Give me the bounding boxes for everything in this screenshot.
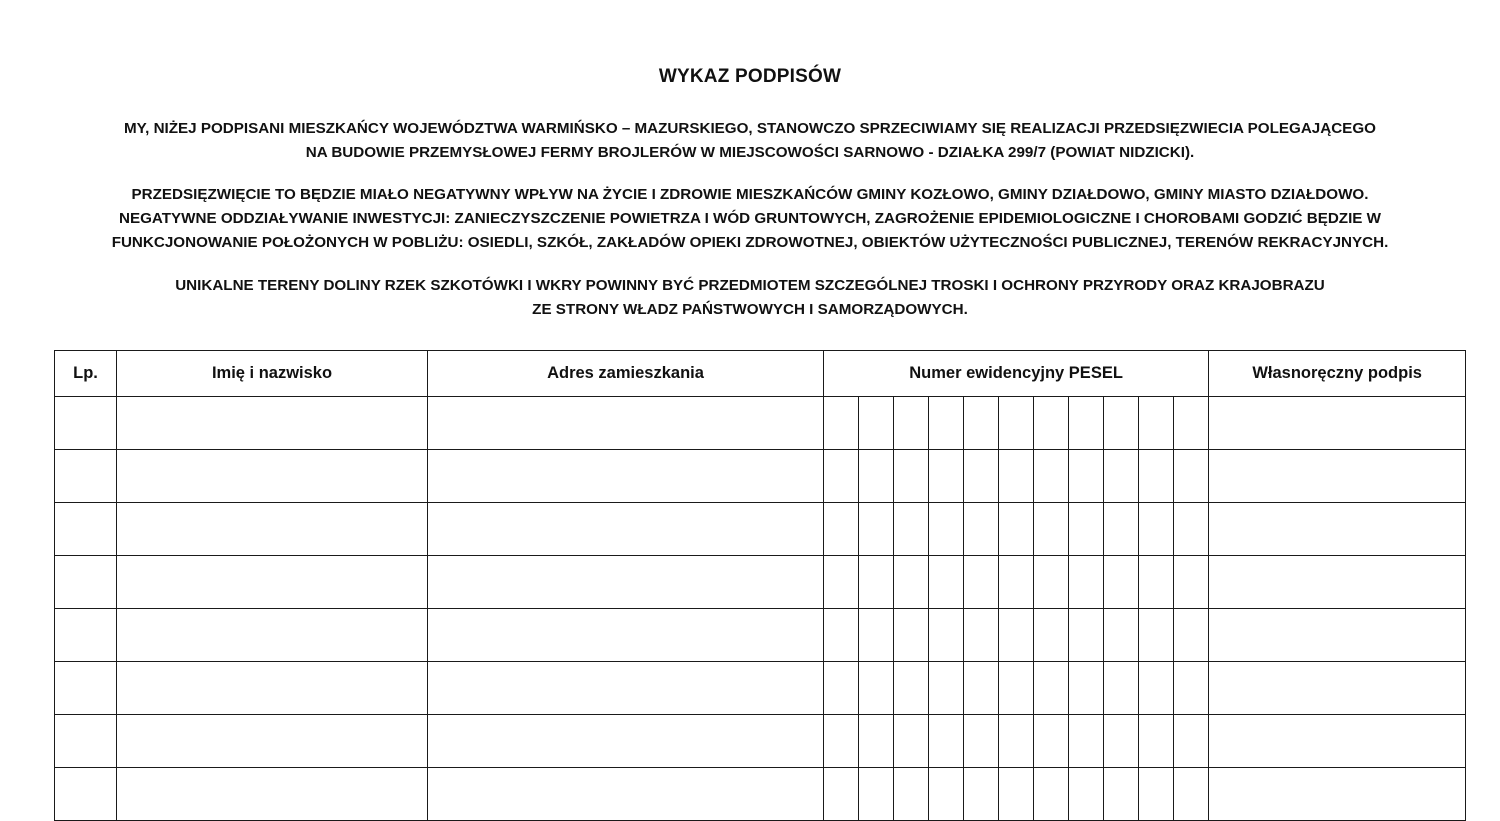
name-cell[interactable] [117,662,428,715]
pesel-digit-cell[interactable] [824,662,859,715]
signature-cell[interactable] [1209,503,1466,556]
address-cell[interactable] [428,450,824,503]
impact-paragraph [40,183,1460,255]
pesel-digit-cell[interactable] [1069,609,1104,662]
pesel-digit-cell[interactable] [1069,503,1104,556]
lp-cell[interactable] [55,397,117,450]
table-header-row [55,351,1466,397]
signature-cell[interactable] [1209,609,1466,662]
pesel-digit-cell[interactable] [1104,715,1139,768]
address-cell[interactable] [428,609,824,662]
pesel-digit-cell[interactable] [1174,609,1209,662]
pesel-digit-cell[interactable] [1139,715,1174,768]
pesel-digit-cell[interactable] [1139,450,1174,503]
pesel-digit-cell[interactable] [1174,397,1209,450]
pesel-digit-cell[interactable] [1069,556,1104,609]
pesel-digit-cell[interactable] [1034,609,1069,662]
table-row [55,503,1466,556]
table-row [55,556,1466,609]
pesel-digit-cell[interactable] [824,503,859,556]
paragraph-line: UNIKALNE TERENY DOLINY RZEK SZKOTÓWKI I WKRY POWINNY BYĆ PRZEDMIOTEM SZCZEGÓLNEJ TROSKI I OCHRONY PRZYRODY ORAZ KRAJOBRAZU [175,277,1325,294]
pesel-digit-cell[interactable] [999,503,1034,556]
address-cell[interactable] [428,715,824,768]
pesel-digit-cell[interactable] [1174,768,1209,821]
pesel-digit-cell[interactable] [1069,768,1104,821]
table-row [55,768,1466,821]
pesel-digit-cell[interactable] [1069,450,1104,503]
pesel-digit-cell[interactable] [1139,503,1174,556]
pesel-digit-cell[interactable] [1104,450,1139,503]
pesel-digit-cell[interactable] [859,715,894,768]
pesel-digit-cell[interactable] [894,715,929,768]
pesel-digit-cell[interactable] [1069,662,1104,715]
name-cell[interactable] [117,503,428,556]
signature-cell[interactable] [1209,397,1466,450]
pesel-digit-cell[interactable] [824,609,859,662]
pesel-digit-cell[interactable] [999,662,1034,715]
pesel-digit-cell[interactable] [1104,556,1139,609]
pesel-digit-cell[interactable] [999,397,1034,450]
pesel-digit-cell[interactable] [1104,609,1139,662]
lp-cell[interactable] [55,503,117,556]
pesel-digit-cell[interactable] [859,556,894,609]
pesel-digit-cell[interactable] [964,609,999,662]
pesel-digit-cell[interactable] [894,450,929,503]
pesel-digit-cell[interactable] [859,768,894,821]
lp-cell[interactable] [55,556,117,609]
name-cell[interactable] [117,715,428,768]
pesel-digit-cell[interactable] [964,662,999,715]
pesel-digit-cell[interactable] [1034,556,1069,609]
table-row [55,609,1466,662]
address-cell[interactable] [428,768,824,821]
pesel-digit-cell[interactable] [824,768,859,821]
pesel-digit-cell[interactable] [999,609,1034,662]
pesel-digit-cell[interactable] [929,503,964,556]
pesel-digit-cell[interactable] [824,450,859,503]
nature-paragraph [40,274,1460,322]
pesel-digit-cell[interactable] [999,768,1034,821]
pesel-digit-cell[interactable] [824,397,859,450]
signature-cell[interactable] [1209,662,1466,715]
table-row [55,397,1466,450]
table-row [55,715,1466,768]
pesel-digit-cell[interactable] [824,715,859,768]
pesel-digit-cell[interactable] [1034,662,1069,715]
lp-cell[interactable] [55,450,117,503]
pesel-digit-cell[interactable] [999,715,1034,768]
pesel-digit-cell[interactable] [1174,662,1209,715]
address-cell[interactable] [428,662,824,715]
paragraph-line: FUNKCJONOWANIE POŁOŻONYCH W POBLIŻU: OSIEDLI, SZKÓŁ, ZAKŁADÓW OPIEKI ZDROWOTNEJ, OBIEKTÓW UŻYTECZNOŚCI PUBLICZNEJ, TERENÓW REKRACYJNYCH. [111,234,1389,251]
signature-cell[interactable] [1209,556,1466,609]
pesel-digit-cell[interactable] [1139,397,1174,450]
pesel-digit-cell[interactable] [1069,715,1104,768]
lp-cell[interactable] [55,768,117,821]
signature-cell[interactable] [1209,450,1466,503]
pesel-digit-cell[interactable] [964,556,999,609]
pesel-digit-cell[interactable] [1034,715,1069,768]
pesel-digit-cell[interactable] [929,662,964,715]
pesel-digit-cell[interactable] [1104,768,1139,821]
pesel-digit-cell[interactable] [894,609,929,662]
pesel-digit-cell[interactable] [1104,397,1139,450]
page-title: WYKAZ PODPISÓW [658,66,842,87]
header-address: Adres zamieszkania [428,351,824,397]
signature-cell[interactable] [1209,768,1466,821]
pesel-digit-cell[interactable] [999,450,1034,503]
pesel-digit-cell[interactable] [964,397,999,450]
pesel-digit-cell[interactable] [894,397,929,450]
address-cell[interactable] [428,397,824,450]
lp-cell[interactable] [55,609,117,662]
pesel-digit-cell[interactable] [1174,503,1209,556]
pesel-digit-cell[interactable] [1139,662,1174,715]
signature-rows [55,397,1466,821]
intro-paragraph [40,117,1460,165]
table-row [55,662,1466,715]
pesel-digit-cell[interactable] [1139,768,1174,821]
pesel-digit-cell[interactable] [824,556,859,609]
pesel-digit-cell[interactable] [1174,715,1209,768]
table-row [55,450,1466,503]
pesel-digit-cell[interactable] [929,556,964,609]
header-lp: Lp. [55,351,117,397]
pesel-digit-cell[interactable] [859,503,894,556]
pesel-digit-cell[interactable] [859,397,894,450]
lp-cell[interactable] [55,662,117,715]
name-cell[interactable] [117,397,428,450]
pesel-digit-cell[interactable] [894,503,929,556]
pesel-digit-cell[interactable] [1034,503,1069,556]
pesel-digit-cell[interactable] [894,556,929,609]
pesel-digit-cell[interactable] [964,503,999,556]
paragraph-line: NEGATYWNE ODDZIAŁYWANIE INWESTYCJI: ZANIECZYSZCZENIE POWIETRZA I WÓD GRUNTOWYCH, ZAGROŻENIE EPIDEMIOLOGICZNE I CHOROBAMI GODZIĆ BĘDZIE W [119,210,1381,227]
pesel-digit-cell[interactable] [964,450,999,503]
lp-cell[interactable] [55,715,117,768]
pesel-digit-cell[interactable] [1034,768,1069,821]
header-pesel: Numer ewidencyjny PESEL [824,351,1209,397]
pesel-digit-cell[interactable] [964,715,999,768]
name-cell[interactable] [117,556,428,609]
pesel-digit-cell[interactable] [1034,397,1069,450]
pesel-digit-cell[interactable] [999,556,1034,609]
paragraph-line: MY, NIŻEJ PODPISANI MIESZKAŃCY WOJEWÓDZTWA WARMIŃSKO – MAZURSKIEGO, STANOWCZO SPRZECIWIAMY SIĘ REALIZACJI PRZEDSIĘZWIECIA POLEGAJĄCEGO [124,120,1376,137]
signature-cell[interactable] [1209,715,1466,768]
pesel-digit-cell[interactable] [1104,503,1139,556]
header-signature: Własnoręczny podpis [1209,351,1466,397]
signature-table [54,350,1466,821]
address-cell[interactable] [428,556,824,609]
name-cell[interactable] [117,609,428,662]
pesel-digit-cell[interactable] [859,450,894,503]
pesel-digit-cell[interactable] [859,609,894,662]
pesel-digit-cell[interactable] [1174,450,1209,503]
pesel-digit-cell[interactable] [1139,609,1174,662]
header-name: Imię i nazwisko [117,351,428,397]
pesel-digit-cell[interactable] [929,397,964,450]
paragraph-line: ZE STRONY WŁADZ PAŃSTWOWYCH I SAMORZĄDOWYCH. [532,301,968,318]
paragraph-line: PRZEDSIĘZWIĘCIE TO BĘDZIE MIAŁO NEGATYWNY WPŁYW NA ŻYCIE I ZDROWIE MIESZKAŃCÓW GMINY KOZŁOWO, GMINY DZIAŁDOWO, GMINY MIASTO DZIAŁDOWO. [131,186,1369,203]
pesel-digit-cell[interactable] [1174,556,1209,609]
address-cell[interactable] [428,503,824,556]
pesel-digit-cell[interactable] [964,768,999,821]
pesel-digit-cell[interactable] [929,609,964,662]
pesel-digit-cell[interactable] [1139,556,1174,609]
pesel-digit-cell[interactable] [929,768,964,821]
pesel-digit-cell[interactable] [859,662,894,715]
pesel-digit-cell[interactable] [1034,450,1069,503]
pesel-digit-cell[interactable] [894,768,929,821]
name-cell[interactable] [117,450,428,503]
pesel-digit-cell[interactable] [1104,662,1139,715]
pesel-digit-cell[interactable] [929,450,964,503]
paragraph-line: NA BUDOWIE PRZEMYSŁOWEJ FERMY BROJLERÓW W MIEJSCOWOŚCI SARNOWO - DZIAŁKA 299/7 (POWIAT NIDZICKI). [305,144,1195,161]
pesel-digit-cell[interactable] [894,662,929,715]
pesel-digit-cell[interactable] [929,715,964,768]
name-cell[interactable] [117,768,428,821]
pesel-digit-cell[interactable] [1069,397,1104,450]
